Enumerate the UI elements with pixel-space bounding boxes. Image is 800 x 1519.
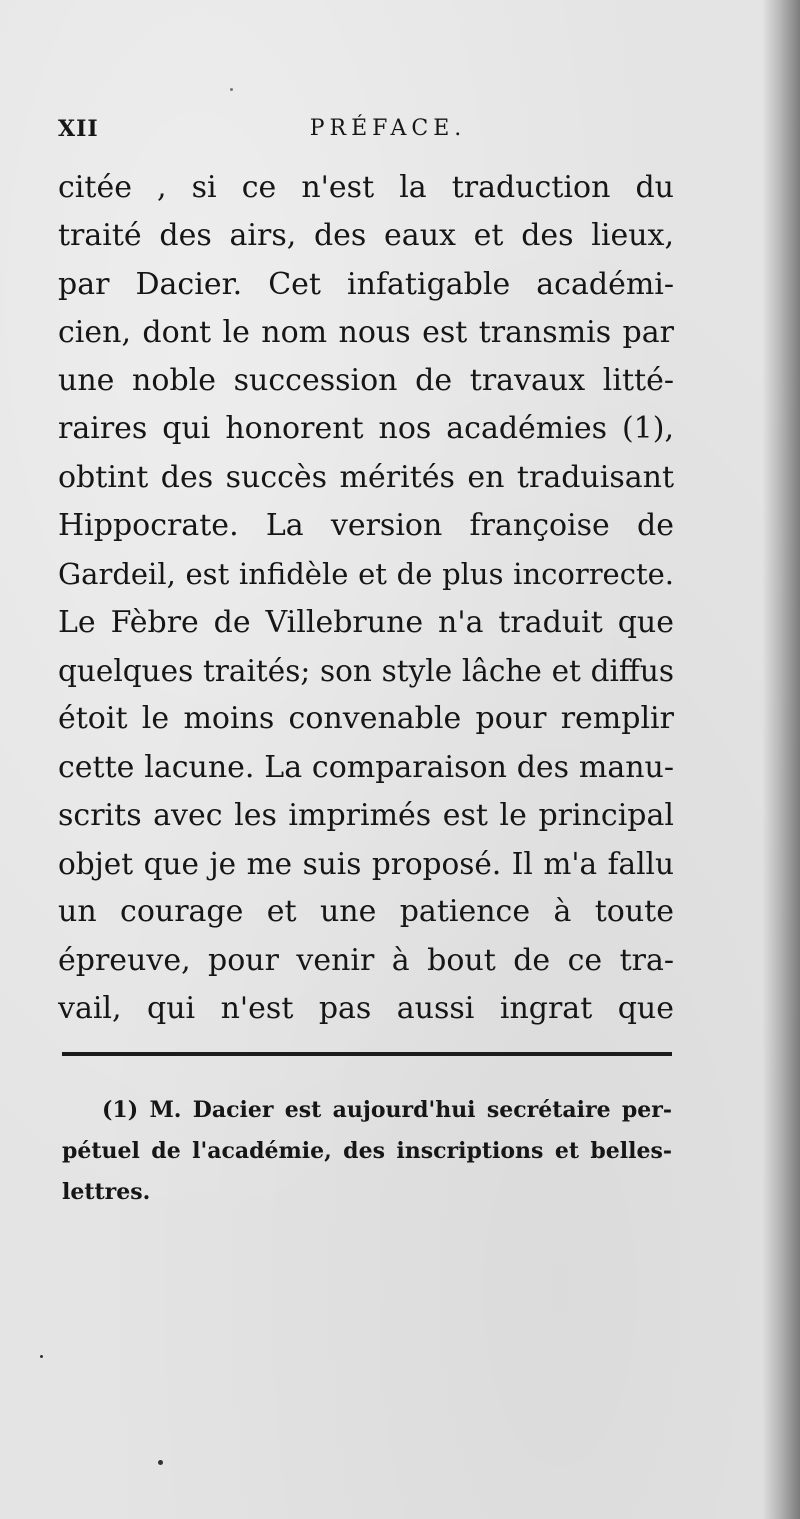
text-line: étoit le moins convenable pour remplir <box>58 701 674 737</box>
body-text <box>58 164 674 1033</box>
page-header <box>58 112 674 148</box>
text-line: un courage et une patience à toute <box>58 894 674 930</box>
footnote-line: lettres. <box>62 1179 151 1205</box>
page-gutter-shadow <box>762 0 800 1519</box>
footnote <box>62 1090 672 1213</box>
paper-speck <box>158 1460 163 1465</box>
text-line: une noble succession de travaux litté- <box>58 363 674 399</box>
footnote-line: (1) M. Dacier est aujourd'hui secrétaire per- <box>102 1097 672 1123</box>
text-line: cette lacune. La comparaison des manu- <box>58 749 674 785</box>
footnote-line: pétuel de l'académie, des inscriptions et belles- <box>62 1138 672 1164</box>
text-line: Hippocrate. La version françoise de <box>58 508 674 544</box>
text-line: cien, dont le nom nous est transmis par <box>58 314 674 350</box>
text-line: scrits avec les imprimés est le principal <box>58 797 674 833</box>
text-line: obtint des succès mérités en traduisant <box>58 459 674 495</box>
text-line: citée , si ce n'est la traduction du <box>58 170 674 205</box>
text-line: épreuve, pour venir à bout de ce tra- <box>58 942 674 978</box>
text-line: Gardeil, est infidèle et de plus incorrecte. <box>58 557 674 592</box>
text-line: vail, qui n'est pas aussi ingrat que <box>58 991 674 1027</box>
text-line: raires qui honorent nos académies (1), <box>58 411 674 447</box>
text-line: objet que je me suis proposé. Il m'a fallu <box>58 847 674 882</box>
page-number: XII <box>58 116 99 142</box>
paper-speck <box>230 88 233 91</box>
paper-speck <box>40 1355 43 1358</box>
text-line: traité des airs, des eaux et des lieux, <box>58 218 674 254</box>
text-line: quelques traités; son style lâche et diffus <box>58 653 674 688</box>
text-line: par Dacier. Cet infatigable académi- <box>58 266 674 302</box>
text-line: Le Fèbre de Villebrune n'a traduit que <box>58 604 674 640</box>
footnote-separator-rule <box>62 1052 672 1056</box>
running-title: PRÉFACE. <box>309 116 467 141</box>
